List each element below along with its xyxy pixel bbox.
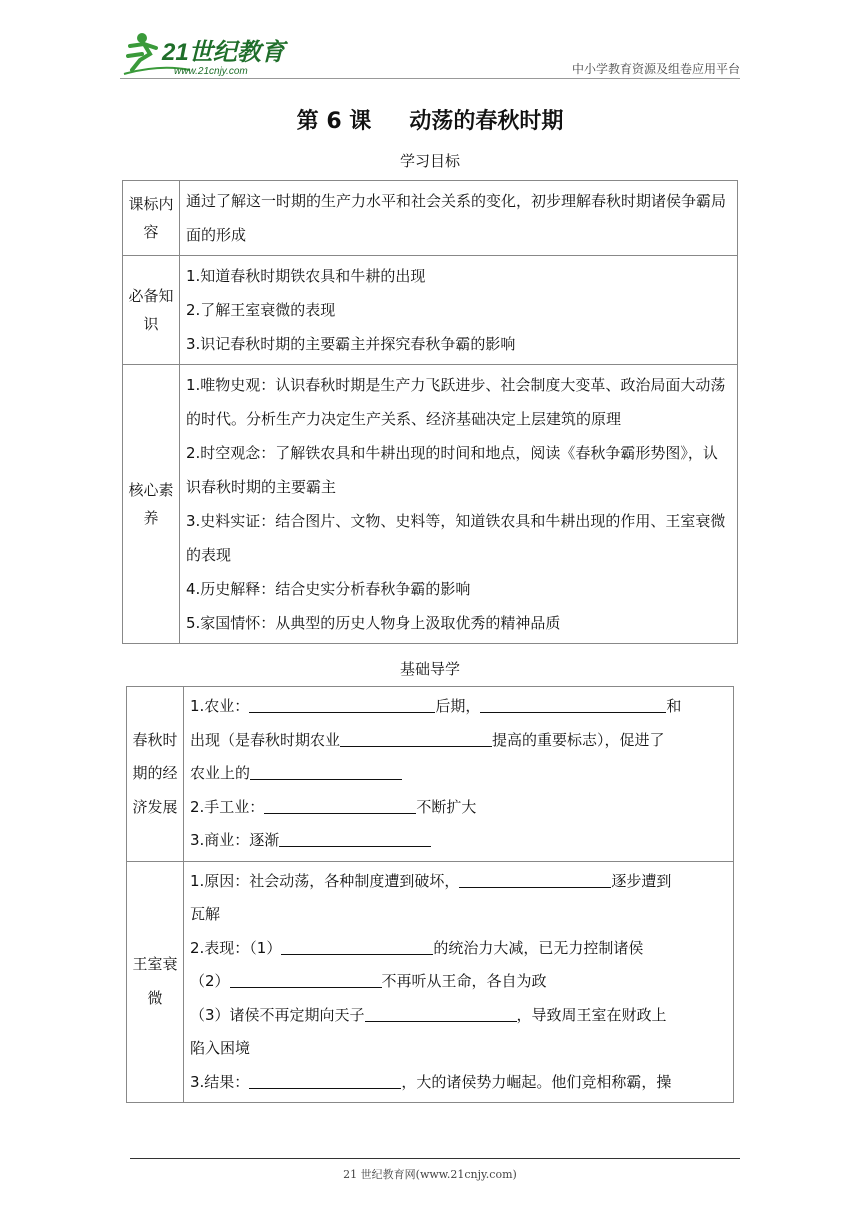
content-line: 出现（是春秋时期农业 提高的重要标志），促进了	[190, 730, 665, 749]
blank[interactable]	[340, 731, 492, 747]
content-line: 2.手工业： 不断扩大	[190, 797, 477, 816]
table-row	[123, 181, 738, 256]
table-row	[123, 365, 738, 644]
row-content	[184, 861, 734, 1103]
content-line: 2.时空观念：了解铁农具和牛耕出现的时间和地点，阅读《春秋争霸形势图》，认识春秋时期的主要霸主	[186, 444, 718, 496]
row-content	[184, 687, 734, 862]
content-line: 3.结果： ，大的诸侯势力崛起。他们竞相称霸，操	[190, 1072, 672, 1091]
svg-text:www.21cnjy.com: www.21cnjy.com	[174, 66, 248, 77]
blank[interactable]	[249, 1073, 401, 1089]
content-line: （3）诸侯不再定期向天子 ，导致周王室在财政上	[190, 1005, 667, 1024]
content-line: 陷入困境	[190, 1039, 251, 1057]
lesson-number: 第 6 课	[296, 109, 372, 134]
blank[interactable]	[250, 764, 402, 780]
content-line: 2.了解王室衰微的表现	[186, 301, 336, 319]
section-guide-heading: 基础导学	[399, 660, 460, 678]
row-label: 核心素养	[123, 365, 180, 644]
content-line: 通过了解这一时期的生产力水平和社会关系的变化，初步理解春秋时期诸侯争霸局面的形成	[186, 192, 727, 244]
row-content	[180, 181, 738, 256]
goals-table	[122, 180, 738, 644]
row-label: 课标内容	[123, 181, 180, 256]
blank[interactable]	[281, 939, 433, 955]
blank[interactable]	[480, 697, 666, 713]
row-label: 必备知识	[123, 256, 180, 365]
content-line: 5.家国情怀：从典型的历史人物身上汲取优秀的精神品质	[186, 614, 561, 632]
content-line: 1.唯物史观：认识春秋时期是生产力飞跃进步、社会制度大变革、政治局面大动荡的时代。分析生产力决定生产关系、经济基础决定上层建筑的原理	[186, 376, 726, 428]
footer-divider	[130, 1158, 740, 1159]
svg-text:21世纪教育: 21世纪教育	[162, 39, 285, 66]
platform-name: 中小学教育资源及组卷应用平台	[571, 62, 740, 76]
section-goals-heading: 学习目标	[399, 152, 460, 170]
row-label: 春秋时期的经济发展	[127, 687, 184, 862]
content-line: （2） 不再听从王命，各自为政	[190, 972, 547, 990]
blank[interactable]	[230, 972, 382, 988]
content-line: 1.知道春秋时期铁农具和牛耕的出现	[186, 267, 426, 285]
blank[interactable]	[264, 798, 416, 814]
content-line: 3.史料实证：结合图片、文物、史料等，知道铁农具和牛耕出现的作用、王室衰微的表现	[186, 512, 726, 564]
content-line: 3.识记春秋时期的主要霸主并探究春秋争霸的影响	[186, 335, 516, 353]
lesson-title: 动荡的春秋时期	[409, 109, 564, 134]
content-line: 瓦解	[190, 905, 221, 923]
logo-21cnjy	[120, 30, 300, 78]
blank[interactable]	[249, 697, 435, 713]
content-line: 3.商业：逐渐	[190, 824, 727, 858]
header-divider	[120, 78, 740, 79]
content-line: 1.农业： 后期， 和	[190, 697, 682, 715]
table-row	[127, 861, 734, 1103]
guide-table	[126, 686, 734, 1103]
content-line: 1.原因：社会动荡，各种制度遭到破坏， 逐步遭到	[190, 871, 672, 890]
row-content	[180, 256, 738, 365]
page-title	[0, 104, 860, 135]
content-line: 2.表现：（1） 的统治力大减，已无力控制诸侯	[190, 938, 644, 957]
content-line: 农业上的	[190, 757, 727, 791]
row-content	[180, 365, 738, 644]
content-line: 4.历史解释：结合史实分析春秋争霸的影响	[186, 580, 471, 598]
blank[interactable]	[459, 872, 611, 888]
table-row	[123, 256, 738, 365]
page-header	[120, 30, 740, 80]
table-row	[127, 687, 734, 862]
blank[interactable]	[365, 1006, 517, 1022]
page-footer[interactable]: 21 世纪教育网(www.21cnjy.com)	[343, 1168, 517, 1181]
blank[interactable]	[279, 831, 431, 847]
row-label: 王室衰微	[127, 861, 184, 1103]
